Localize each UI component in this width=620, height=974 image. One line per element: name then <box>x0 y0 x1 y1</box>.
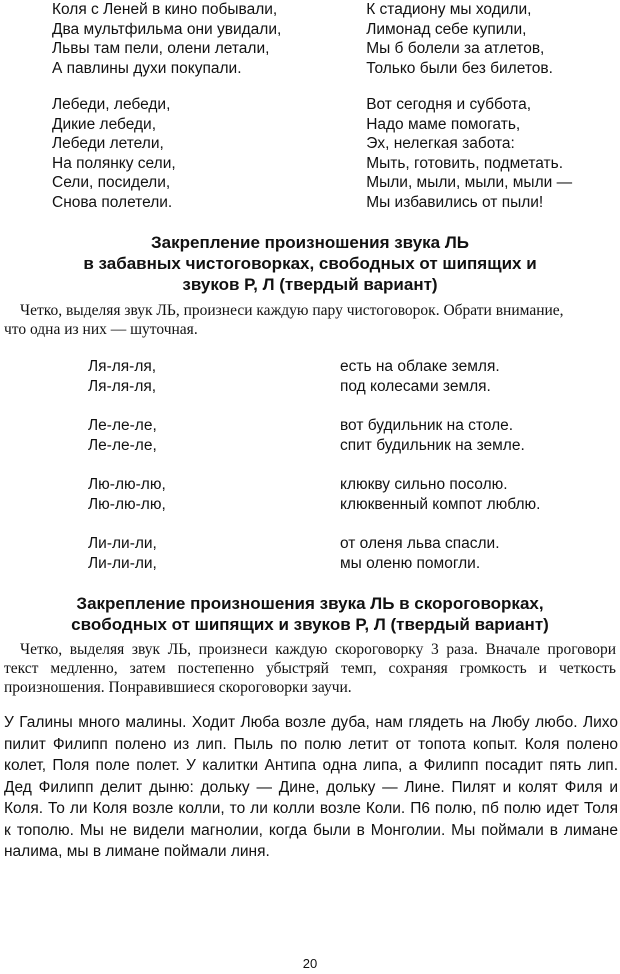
poem-line: Сели, посидели, <box>52 174 171 191</box>
poem-line: Коля с Леней в кино побывали, <box>52 1 278 18</box>
intro-line: Четко, выделяя звук ЛЬ, произнеси каждую пару чистоговорок. Обрати внимание, <box>20 302 564 319</box>
poem-stanza <box>52 0 366 78</box>
poem-line: Львы там пели, олени летали, <box>52 40 270 57</box>
pair-right-line: клюквенный компот люблю. <box>340 496 541 513</box>
pair-right-line: клюкву сильно посолю. <box>340 476 508 493</box>
poem-line: Вот сегодня и суббота, <box>366 96 532 113</box>
poem-line: Мы избавились от пыли! <box>366 193 544 211</box>
chistogovorka-pair <box>88 475 568 515</box>
intro-line: что одна из них — шуточная. <box>4 321 198 338</box>
pair-left-line: Ли-ли-ли, <box>88 535 157 552</box>
poem-line: Снова полетели. <box>52 193 173 211</box>
pair-left-line: Ли-ли-ли, <box>88 555 157 572</box>
poem-line: А павлины духи покупали. <box>52 59 242 77</box>
chistogovorka-pair <box>88 416 568 456</box>
poem-line: На полянку сели, <box>52 154 176 172</box>
section2-heading <box>0 593 620 635</box>
heading-line: Закрепление произношения звука ЛЬ <box>151 233 469 252</box>
heading-line: звуков Р, Л (твердый вариант) <box>182 275 438 294</box>
pair-right-line: спит будильник на земле. <box>340 437 525 454</box>
pair-left-line: Ле-ле-ле, <box>88 437 157 454</box>
poem-line: Надо маме помогать, <box>366 115 521 133</box>
pair-right-line: от оленя льва спасли. <box>340 535 500 552</box>
pair-right-line: вот будильник на столе. <box>340 417 514 434</box>
section2-intro: Четко, выделяя звук ЛЬ, произнеси каждую скороговорку 3 раза. Вначале проговори текст медленно, затем постепенно убыстряй темп, сохраняя громкость и четкость произношения. Понравившиеся скороговорки заучи. <box>4 641 616 696</box>
section1-intro <box>4 301 616 339</box>
pair-left-line: Ля-ля-ля, <box>88 358 157 375</box>
poem-line: Мы б болели за атлетов, <box>366 40 545 57</box>
poem-line: Мыть, готовить, подметать. <box>366 154 564 172</box>
poem-line: Только были без билетов. <box>366 59 553 77</box>
heading-line: свободных от шипящих и звуков Р, Л (твердый вариант) <box>71 615 549 634</box>
poem-right-column <box>366 0 592 229</box>
heading-line: Закрепление произношения звука ЛЬ в скороговорках, <box>76 594 544 613</box>
heading-line: в забавных чистоговорках, свободных от шипящих и <box>83 254 537 273</box>
pair-left-line: Лю-лю-лю, <box>88 496 166 513</box>
tongue-twisters-text: У Галины много малины. Ходит Люба возле дуба, нам глядеть на Любу любо. Лихо пилит Филипп полено из лип. Пыль по полю летит от топота копыт. Коля полено колет, Поля поле полет. У калитки Антипа одна липа, а Филипп посадит пять лип. Дед Филипп делит дыню: дольку — Дине, дольку — Лине. Пилят и колят Филя и Коля. То ли Коля возле колли, то ли колли возле Коли. П6 полю, пб полю идет Толя к тополю. Мы не видели магнолии, когда были в Монголии. Мы поймали в лимане налима, мы в лимане поймали линя. <box>4 714 618 860</box>
poem-line: Мыли, мыли, мыли, мыли — <box>366 174 573 191</box>
chistogovorka-pair <box>88 357 568 397</box>
poem-line: Лимонад себе купили, <box>366 20 527 38</box>
chistogovorka-pair <box>88 534 568 574</box>
poem-line: Эх, нелегкая забота: <box>366 135 515 152</box>
poem-line: Дикие лебеди, <box>52 115 157 133</box>
pair-right-line: есть на облаке земля. <box>340 358 500 375</box>
poems-block <box>52 0 592 229</box>
poem-stanza <box>366 95 592 212</box>
pair-left-line: Лю-лю-лю, <box>88 476 166 493</box>
page-number: 20 <box>302 956 318 971</box>
section1-heading <box>0 232 620 295</box>
pair-right-line: мы оленю помогли. <box>340 555 481 572</box>
poem-line: К стадиону мы ходили, <box>366 1 532 18</box>
poem-line: Лебеди, лебеди, <box>52 96 171 113</box>
poem-stanza <box>52 95 366 212</box>
pair-left-line: Ля-ля-ля, <box>88 378 157 395</box>
poem-line: Лебеди летели, <box>52 135 164 152</box>
poem-stanza <box>366 0 592 78</box>
chistogovorki-list <box>88 357 568 593</box>
poem-left-column <box>52 0 366 229</box>
pair-right-line: под колесами земля. <box>340 378 491 395</box>
poem-line: Два мультфильма они увидали, <box>52 20 282 38</box>
pair-left-line: Ле-ле-ле, <box>88 417 157 434</box>
